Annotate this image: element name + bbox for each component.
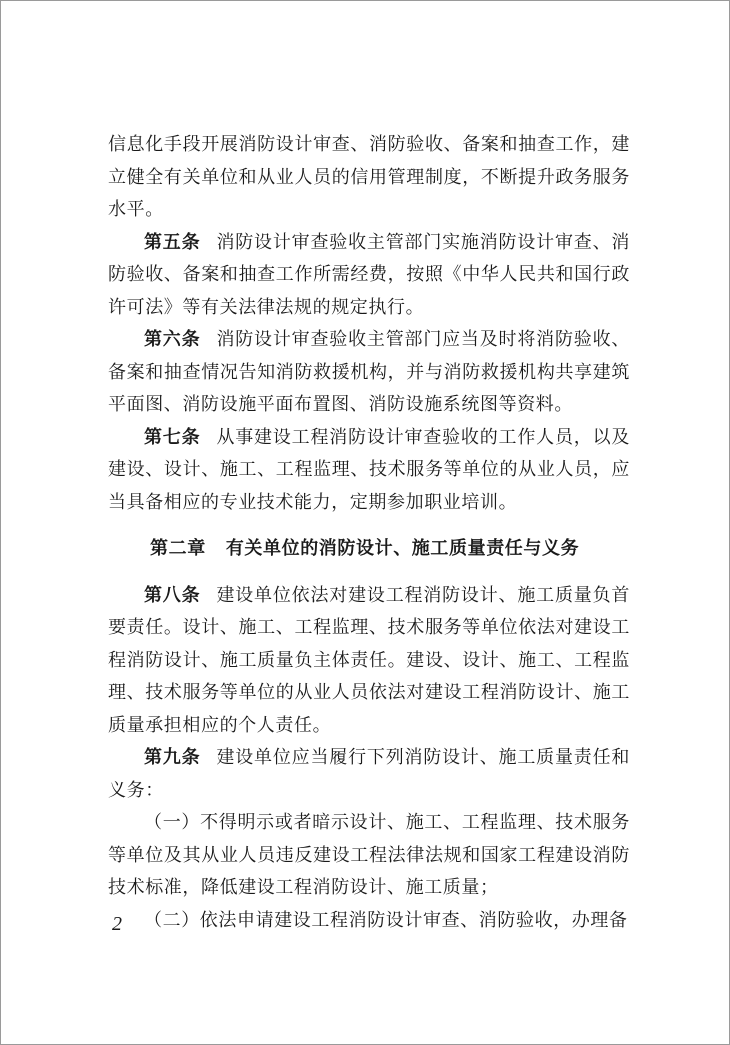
chapter-number: 第二章 — [150, 538, 206, 559]
article-text: 建设单位依法对建设工程消防设计、施工质量负首要责任。设计、施工、工程监理、技术服务等单位依法对建设工程消防设计、施工质量负主体责任。建设、设计、施工、工程监理、技术服务等单位的从业人员依法对建设工程消防设计、施工质量承担相应的个人责任。 — [108, 584, 630, 736]
article-text: 从事建设工程消防设计审查验收的工作人员，以及建设、设计、施工、工程监理、技术服务等单位的从业人员，应当具备相应的专业技术能力，定期参加职业培训。 — [108, 426, 630, 513]
list-item: （一）不得明示或者暗示设计、施工、工程监理、技术服务等单位及其从业人员违反建设工程法律法规和国家工程建设消防技术标准，降低建设工程消防设计、施工质量； — [108, 812, 630, 898]
list-item: （二）依法申请建设工程消防设计审查、消防验收，办理备 — [144, 909, 628, 931]
continuation-paragraph: 信息化手段开展消防设计审查、消防验收、备案和抽查工作，建立健全有关单位和从业人员的信用管理制度，不断提升政务服务水平。 — [108, 134, 630, 220]
article-label: 第七条 — [144, 426, 201, 448]
article-label: 第九条 — [144, 747, 201, 768]
article-text: 消防设计审查验收主管部门实施消防设计审查、消防验收、备案和抽查工作所需经费，按照《中华人民共和国行政许可法》等有关法律法规的规定执行。 — [108, 231, 630, 318]
article-6 — [108, 324, 630, 422]
article-5 — [108, 227, 630, 325]
page-body — [108, 129, 630, 937]
chapter-title: 有关单位的消防设计、施工质量责任与义务 — [225, 538, 580, 559]
chapter-heading — [150, 533, 630, 566]
article-8 — [108, 580, 630, 743]
article-text: 建设单位应当履行下列消防设计、施工质量责任和义务： — [108, 747, 630, 801]
article-9 — [108, 742, 630, 807]
article-7 — [108, 422, 630, 520]
article-label: 第八条 — [144, 584, 201, 606]
article-label: 第六条 — [144, 329, 201, 350]
page-number: 2 — [112, 913, 122, 935]
article-label: 第五条 — [144, 231, 201, 253]
article-text: 消防设计审查验收主管部门应当及时将消防验收、备案和抽查情况告知消防救援机构，并与消防救援机构共享建筑平面图、消防设施平面布置图、消防设施系统图等资料。 — [108, 329, 630, 415]
